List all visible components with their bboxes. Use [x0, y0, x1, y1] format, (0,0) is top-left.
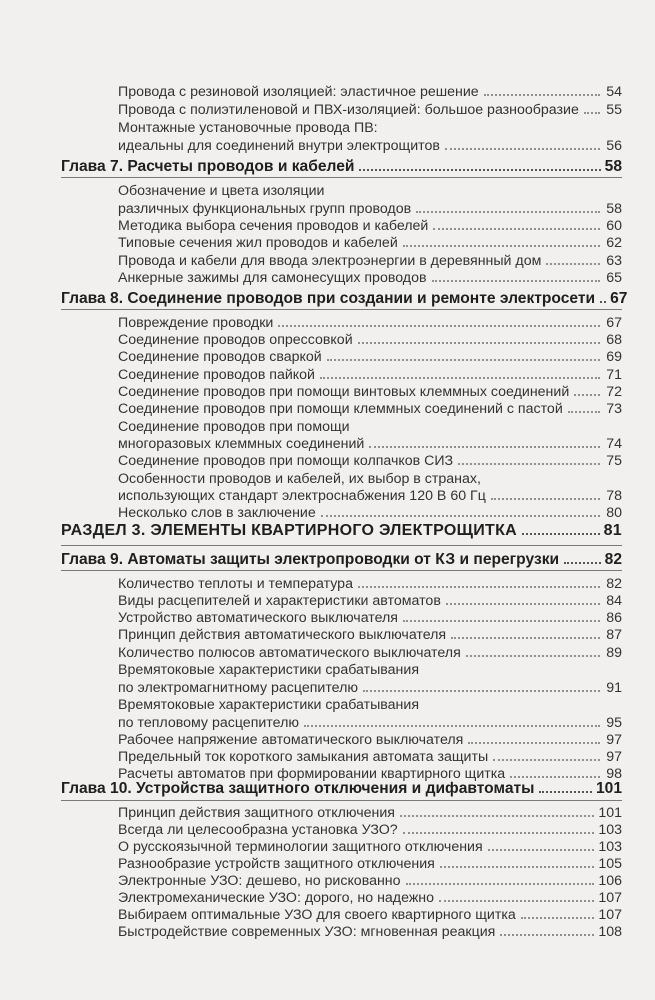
page-number: 84 — [606, 593, 622, 609]
toc-title: Повреждение проводки — [118, 315, 274, 331]
toc-entry[interactable] — [118, 401, 622, 418]
toc-title: различных функциональных групп проводов — [118, 201, 412, 217]
toc-title: Соединение проводов опрессовкой — [118, 332, 353, 348]
dot-leader — [369, 446, 600, 448]
dot-leader — [500, 934, 594, 936]
toc-entry[interactable] — [118, 805, 622, 822]
toc-title: Провода с резиновой изоляцией: эластичное решение — [118, 84, 479, 100]
toc-title: Провода и кабели для ввода электроэнергии в деревянный дом — [118, 253, 542, 269]
toc-title: Провода с полиэтиленовой и ПВХ-изоляцией: большое разнообразие — [118, 102, 579, 118]
toc-title: многоразовых клеммных соединений — [118, 436, 365, 452]
page-number: 89 — [606, 645, 622, 661]
dot-leader — [359, 169, 600, 171]
page-number: 56 — [606, 138, 622, 154]
toc-entry-title-line: Соединение проводов при помощи — [118, 419, 350, 435]
dot-leader — [451, 637, 600, 639]
page-number: 58 — [606, 201, 622, 217]
dot-leader — [466, 655, 600, 657]
page-number: 54 — [606, 84, 622, 100]
toc-entry[interactable] — [118, 332, 622, 349]
dot-leader — [440, 866, 594, 868]
dot-leader — [416, 211, 600, 213]
dot-leader — [406, 883, 595, 885]
toc-entry[interactable] — [118, 593, 622, 610]
toc-title: РАЗДЕЛ 3. ЭЛЕМЕНТЫ КВАРТИРНОГО ЭЛЕКТРОЩИТКА — [61, 522, 518, 539]
page-number: 55 — [606, 102, 622, 118]
toc-title: Устройство автоматического выключателя — [118, 610, 398, 626]
toc-title: Количество теплоты и температура — [118, 576, 353, 592]
toc-entry[interactable] — [118, 610, 622, 627]
toc-entry[interactable] — [118, 436, 622, 453]
section-divider — [61, 309, 622, 310]
page-number: 72 — [606, 384, 622, 400]
toc-title: Глава 10. Устройства защитного отключения и дифавтоматы — [61, 780, 535, 797]
toc-title: Соединение проводов пайкой — [118, 367, 315, 383]
toc-entry[interactable] — [118, 822, 622, 839]
dot-leader — [358, 342, 600, 344]
toc-chapter[interactable] — [61, 289, 628, 309]
toc-entry[interactable] — [118, 253, 622, 270]
page-number: 101 — [595, 780, 622, 797]
dot-leader — [510, 776, 600, 778]
toc-chapter[interactable] — [61, 779, 622, 799]
toc-entry[interactable] — [118, 627, 622, 644]
toc-section[interactable] — [61, 521, 622, 541]
page-number: 107 — [598, 890, 622, 906]
toc-entry[interactable] — [118, 890, 622, 907]
toc-entry[interactable] — [118, 138, 622, 155]
page-number: 107 — [598, 907, 622, 923]
page-number: 74 — [606, 436, 622, 452]
toc-entry[interactable] — [118, 576, 622, 593]
toc-title: использующих стандарт электроснабжения 120 В 60 Гц — [118, 488, 486, 504]
toc-entry[interactable] — [118, 907, 622, 924]
page-number: 62 — [606, 235, 622, 251]
dot-leader — [278, 325, 600, 327]
dot-leader — [403, 245, 600, 247]
toc-entry[interactable] — [118, 715, 622, 732]
dot-leader — [458, 463, 600, 465]
dot-leader — [584, 112, 600, 114]
page-number: 97 — [606, 749, 622, 765]
toc-chapter[interactable] — [61, 550, 622, 570]
toc-entry[interactable] — [118, 505, 622, 522]
toc-entry[interactable] — [118, 873, 622, 890]
toc-title: Предельный ток короткого замыкания автомата защиты — [118, 749, 489, 765]
toc-entry[interactable] — [118, 218, 622, 235]
toc-title: Глава 7. Расчеты проводов и кабелей — [61, 158, 355, 175]
dot-leader — [546, 263, 600, 265]
toc-title: Расчеты автоматов при формировании квартирного щитка — [118, 766, 506, 782]
toc-entry[interactable] — [118, 102, 622, 119]
page-number: 91 — [606, 680, 622, 696]
page-number: 75 — [606, 453, 622, 469]
toc-entry-title-line: Монтажные установочные провода ПВ: — [118, 120, 378, 136]
toc-entry-title-line: Времятоковые характеристики срабатывания — [118, 662, 419, 678]
page-number: 65 — [606, 270, 622, 286]
section-divider — [61, 570, 622, 571]
page-number: 81 — [603, 522, 622, 539]
dot-leader — [358, 586, 600, 588]
toc-entry[interactable] — [118, 270, 622, 287]
dot-leader — [363, 690, 600, 692]
toc-title: Виды расцепителей и характеристики автоматов — [118, 593, 441, 609]
toc-entry[interactable] — [118, 315, 622, 332]
toc-entry[interactable] — [118, 645, 622, 662]
toc-entry[interactable] — [118, 367, 622, 384]
dot-leader — [320, 377, 600, 379]
dot-leader — [304, 725, 600, 727]
toc-entry-title-line: Особенности проводов и кабелей, их выбор в странах, — [118, 471, 481, 487]
toc-entry[interactable] — [118, 839, 622, 856]
toc-entry[interactable] — [118, 488, 622, 505]
page-number: 98 — [606, 766, 622, 782]
page-number: 86 — [606, 610, 622, 626]
dot-leader — [493, 759, 600, 761]
page-number: 63 — [606, 253, 622, 269]
toc-entry[interactable] — [118, 924, 622, 941]
dot-leader — [600, 301, 606, 303]
page-number: 78 — [606, 488, 622, 504]
toc-title: Быстродействие современных УЗО: мгновенная реакция — [118, 924, 496, 940]
toc-title: Соединение проводов при помощи клеммных соединений с пастой — [118, 401, 563, 417]
page-number: 60 — [606, 218, 622, 234]
toc-title: Электронные УЗО: дешево, но рискованно — [118, 873, 401, 889]
dot-leader — [403, 620, 600, 622]
toc-title: идеальны для соединений внутри электрощитов — [118, 138, 440, 154]
dot-leader — [468, 742, 600, 744]
dot-leader — [568, 411, 600, 413]
toc-entry-title-line: Обозначение и цвета изоляции — [118, 183, 325, 199]
toc-title: Принцип действия автоматического выключателя — [118, 627, 447, 643]
toc-chapter[interactable] — [61, 157, 622, 177]
section-divider — [61, 800, 622, 801]
dot-leader — [564, 562, 601, 564]
toc-entry[interactable] — [118, 384, 622, 401]
page-number: 67 — [610, 290, 628, 307]
dot-leader — [433, 228, 600, 230]
toc-title: Всегда ли целесообразна установка УЗО? — [118, 822, 398, 838]
dot-leader — [491, 498, 600, 500]
dot-leader — [484, 94, 600, 96]
toc-entry[interactable] — [118, 235, 622, 252]
dot-leader — [439, 900, 594, 902]
toc-title: Методика выбора сечения проводов и кабелей — [118, 218, 429, 234]
toc-title: Рабочее напряжение автоматического выключателя — [118, 732, 464, 748]
dot-leader — [522, 533, 600, 535]
toc-title: Соединение проводов сваркой — [118, 349, 322, 365]
toc-title: Количество полюсов автоматического выключателя — [118, 645, 461, 661]
dot-leader — [432, 280, 601, 282]
dot-leader — [327, 359, 600, 361]
toc-entry[interactable] — [118, 856, 622, 873]
toc-entry[interactable] — [118, 453, 622, 470]
page-number: 82 — [606, 576, 622, 592]
page-number: 73 — [606, 401, 622, 417]
toc-title: по электромагнитному расцепителю — [118, 680, 359, 696]
toc-title: Глава 8. Соединение проводов при создании и ремонте электросети — [61, 290, 596, 307]
dot-leader — [446, 603, 600, 605]
page-number: 87 — [606, 627, 622, 643]
dot-leader — [539, 791, 592, 793]
page-number: 103 — [598, 839, 622, 855]
toc-title: Соединение проводов при помощи колпачков СИЗ — [118, 453, 454, 469]
toc-title: Несколько слов в заключение — [118, 505, 316, 521]
dot-leader — [321, 515, 600, 517]
toc-title: Выбираем оптимальные УЗО для своего квартирного щитка — [118, 907, 516, 923]
dot-leader — [574, 394, 600, 396]
page-number: 105 — [598, 856, 622, 872]
page-number: 71 — [606, 367, 622, 383]
toc-entry[interactable] — [118, 680, 622, 697]
toc-entry-title-line: Времятоковые характеристики срабатывания — [118, 697, 419, 713]
page-number: 108 — [598, 924, 622, 940]
page-number: 101 — [598, 805, 622, 821]
toc-title: Соединение проводов при помощи винтовых клеммных соединений — [118, 384, 570, 400]
page-number: 103 — [598, 822, 622, 838]
toc-title: Типовые сечения жил проводов и кабелей — [118, 235, 398, 251]
section-divider — [61, 177, 622, 178]
page-number: 97 — [606, 732, 622, 748]
toc-title: Электромеханические УЗО: дорого, но надежно — [118, 890, 435, 906]
toc-title: Принцип действия защитного отключения — [118, 805, 395, 821]
page-number: 58 — [604, 158, 622, 175]
dot-leader — [403, 832, 595, 834]
toc-title: по тепловому расцепителю — [118, 715, 299, 731]
toc-entry[interactable] — [118, 749, 622, 766]
section-divider — [61, 545, 622, 546]
dot-leader — [445, 148, 600, 150]
dot-leader — [521, 917, 595, 919]
page-number: 80 — [606, 505, 622, 521]
toc-title: Разнообразие устройств защитного отключения — [118, 856, 435, 872]
toc-entry[interactable] — [118, 84, 622, 101]
page-number: 69 — [606, 349, 622, 365]
page-number: 106 — [598, 873, 622, 889]
page-number: 82 — [604, 551, 622, 568]
page-number: 67 — [606, 315, 622, 331]
toc-title: Анкерные зажимы для самонесущих проводов — [118, 270, 427, 286]
page-number: 95 — [606, 715, 622, 731]
toc-entry[interactable] — [118, 349, 622, 366]
toc-entry[interactable] — [118, 732, 622, 749]
dot-leader — [488, 849, 595, 851]
page-number: 68 — [606, 332, 622, 348]
toc-title: Глава 9. Автоматы защиты электропроводки от КЗ и перегрузки — [61, 551, 560, 568]
dot-leader — [400, 815, 594, 817]
toc-title: О русскоязычной терминологии защитного отключения — [118, 839, 483, 855]
toc-entry[interactable] — [118, 201, 622, 218]
